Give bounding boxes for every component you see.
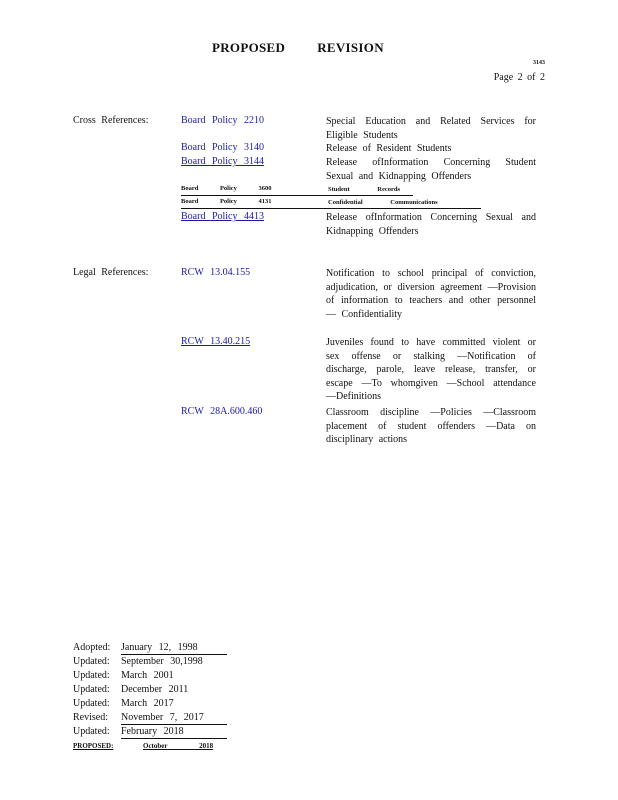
legal-references-label: Legal References: [73,267,149,278]
history-date: March 2001 [121,670,174,681]
history-underline [121,724,227,725]
history-label: Revised: [73,712,108,723]
cross-ref-link-3600: Board Policy 3600 [181,185,272,192]
cross-ref-desc-4413: Release ofInformation Concerning Sexual and Kidnapping Offenders [326,212,536,237]
legal-ref-desc-13-40-215: Juveniles found to have committed violent or sex offense or stalking —Notification of discharge, parole, leave release, transfer, or escape —To whomgiven —School attendance —Definitions [326,337,536,403]
history-date: October 2018 [143,742,214,750]
history-label: Updated: [73,656,110,667]
history-row [73,670,174,681]
document-title [212,40,384,56]
legal-ref-desc-28a-600-460: Classroom discipline —Policies —Classroom placement of student offenders —Data on disciplinary actions [326,407,536,446]
cross-ref-link-2210[interactable]: Board Policy 2210 [181,115,264,126]
cross-ref-desc-3144: Release ofInformation Concerning Student Sexual and Kidnapping Offenders [326,157,536,182]
history-label: Updated: [73,726,110,737]
cross-ref-desc-2210: Special Education and Related Services for Eligible Students [326,116,536,141]
cross-ref-desc-4131: Confidential Communications [328,199,438,206]
cross-ref-link-4413[interactable]: Board Policy 4413 [181,211,264,222]
title-revision: REVISION [317,40,384,55]
cross-references-label: Cross References: [73,115,149,126]
strike-line-3600 [181,195,413,196]
history-row [73,684,188,695]
history-row [73,642,198,653]
legal-ref-link-13-40-215[interactable]: RCW 13.40.215 [181,336,251,347]
history-date: February 2018 [121,726,184,737]
title-proposed: PROPOSED [212,40,286,55]
cross-ref-desc-3140: Release of Resident Students [326,143,452,154]
history-row [73,656,203,667]
history-row [73,698,174,709]
history-row [73,726,184,737]
legal-ref-link-28a-600-460[interactable]: RCW 28A.600.460 [181,406,263,417]
cross-ref-link-4131: Board Policy 4131 [181,198,272,205]
history-label: Updated: [73,698,110,709]
page-number: Page 2 of 2 [493,72,545,83]
history-underline [121,654,227,655]
history-underline [121,738,227,739]
history-date: September 30,1998 [121,656,203,667]
cross-ref-desc-3600: Student Records [328,186,401,193]
history-date: January 12, 1998 [121,642,198,653]
history-label: Updated: [73,670,110,681]
legal-ref-desc-13-04-155: Notification to school principal of conviction, adjudication, or diversion agreement —Provision of information to teachers and other personnel — Confidentiality [326,268,536,320]
cross-ref-link-3144[interactable]: Board Policy 3144 [181,156,264,167]
history-date: November 7, 2017 [121,712,204,723]
cross-ref-link-3140[interactable]: Board Policy 3140 [181,142,264,153]
strike-line-4131 [181,208,481,209]
history-row [73,712,204,723]
history-date: December 2011 [121,684,189,695]
history-label: Adopted: [73,642,111,653]
legal-ref-link-13-04-155[interactable]: RCW 13.04.155 [181,267,251,278]
history-date: March 2017 [121,698,174,709]
policy-number: 3143 [533,60,545,66]
history-label: Updated: [73,684,110,695]
history-row-proposed [73,742,213,750]
history-label: PROPOSED: [73,742,114,750]
